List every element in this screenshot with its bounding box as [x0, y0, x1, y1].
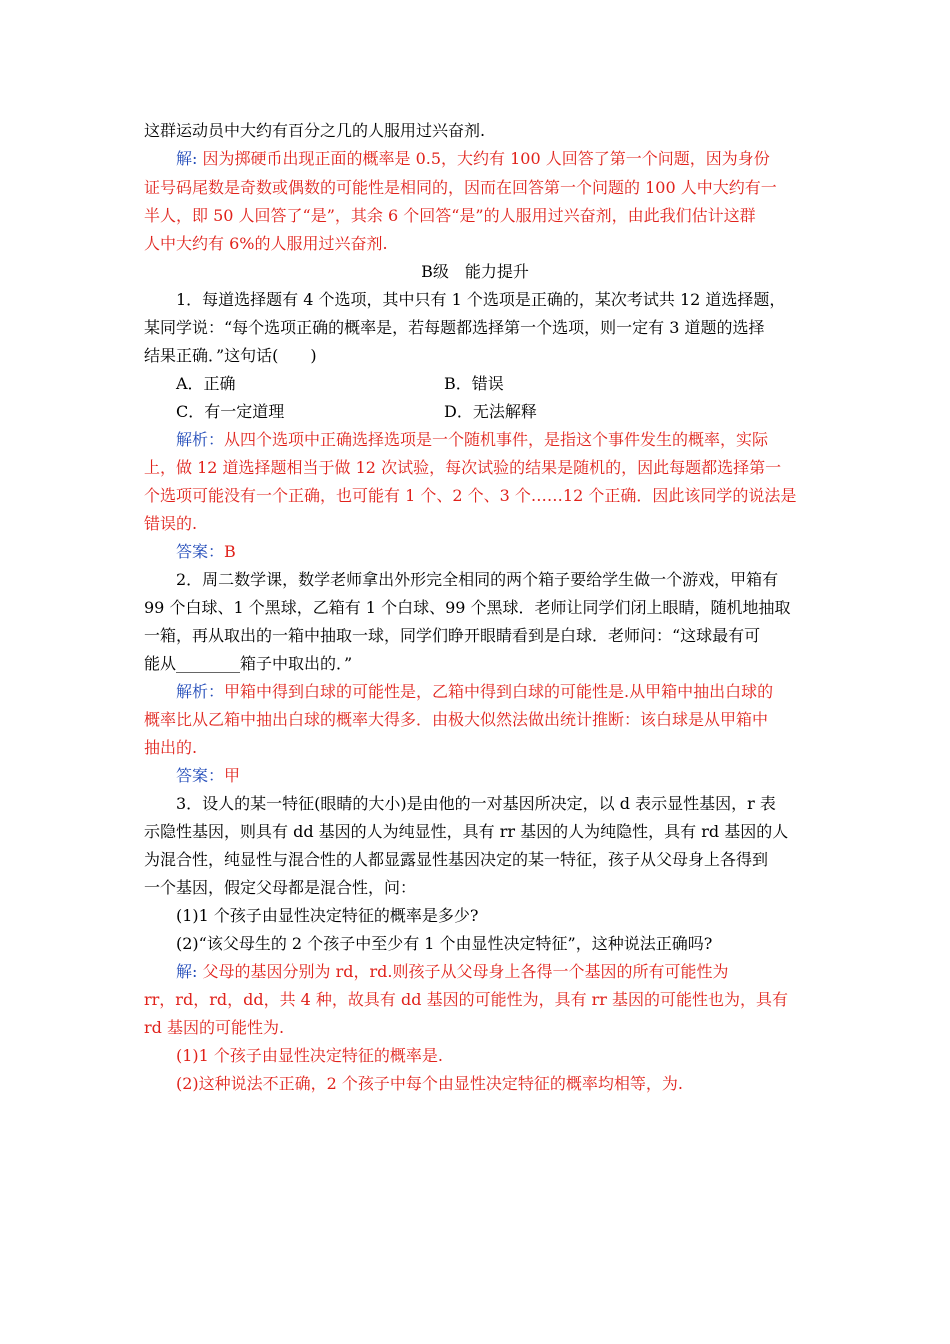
- analysis-1-line: 解析：从四个选项中正确选择选项是一个随机事件，是指这个事件发生的概率，实际: [176, 430, 769, 449]
- question-3-sub-2: (2)“该父母生的 2 个孩子中至少有 1 个由显性决定特征”，这种说法正确吗?: [176, 934, 713, 953]
- question-1-line: 某同学说：“每个选项正确的概率是，若每题都选择第一个选项，则一定有 3 道题的选择: [144, 318, 765, 337]
- question-2-line: 一箱，再从取出的一箱中抽取一球，同学们睁开眼睛看到是白球．老师问：“这球最有可: [144, 626, 761, 645]
- option-b: B．错误: [444, 374, 504, 393]
- question-3-sub-1: (1)1 个孩子由显性决定特征的概率是多少?: [176, 906, 479, 925]
- section-title: B级 能力提升: [421, 262, 529, 281]
- analysis-label: 解析：: [176, 682, 225, 701]
- solution-1-line: 人中大约有 6%的人服用过兴奋剂.: [144, 234, 388, 253]
- intro-text: 这群运动员中大约有百分之几的人服用过兴奋剂.: [144, 121, 486, 140]
- question-3-line: 3．设人的某一特征(眼睛的大小)是由他的一对基因所决定，以 d 表示显性基因，r 表: [176, 794, 776, 813]
- solution-3-line: 解: 父母的基因分别为 rd，rd.则孩子从父母身上各得一个基因的所有可能性为: [176, 962, 729, 981]
- analysis-label: 解析：: [176, 430, 225, 449]
- solution-3-part-2: (2)这种说法不正确，2 个孩子中每个由显性决定特征的概率均相等，为.: [176, 1074, 684, 1093]
- answer-label: 答案：: [176, 766, 225, 785]
- analysis-2-line: 解析：甲箱中得到白球的可能性是，乙箱中得到白球的可能性是.从甲箱中抽出白球的: [176, 682, 774, 701]
- question-3-line: 一个基因，假定父母都是混合性，问：: [144, 878, 417, 897]
- solution-1-line: 解: 因为掷硬币出现正面的概率是 0.5，大约有 100 人回答了第一个问题，因为身份: [176, 149, 770, 168]
- question-3-line: 为混合性，纯显性与混合性的人都显露显性基因决定的某一特征，孩子从父母身上各得到: [144, 850, 769, 869]
- option-c: C．有一定道理: [176, 402, 285, 421]
- analysis-2-line: 抽出的.: [144, 738, 198, 757]
- analysis-1-line: 个选项可能没有一个正确，也可能有 1 个、2 个、3 个……12 个正确．因此该同学的说法是: [144, 486, 797, 505]
- answer-label: 答案：: [176, 542, 225, 561]
- answer-2: 答案：甲: [176, 766, 241, 785]
- option-a: A．正确: [176, 374, 236, 393]
- analysis-2-line: 概率比从乙箱中抽出白球的概率大得多．由极大似然法做出统计推断：该白球是从甲箱中: [144, 710, 769, 729]
- solution-3-line: rr，rd，rd，dd，共 4 种，故具有 dd 基因的可能性为，具有 rr 基因的可能性也为，具有: [144, 990, 789, 1009]
- question-2-line: 能从________箱子中取出的．”: [144, 654, 353, 673]
- solution-3-part-1: (1)1 个孩子由显性决定特征的概率是.: [176, 1046, 444, 1065]
- solution-label: 解:: [176, 962, 198, 981]
- analysis-1-line: 上，做 12 道选择题相当于做 12 次试验，每次试验的结果是随机的，因此每题都选择第一: [144, 458, 782, 477]
- question-2-line: 99 个白球、1 个黑球，乙箱有 1 个白球、99 个黑球．老师让同学们闭上眼睛，随机地抽取: [144, 598, 791, 617]
- answer-1: 答案：B: [176, 542, 236, 561]
- solution-1-line: 证号码尾数是奇数或偶数的可能性是相同的，因而在回答第一个问题的 100 人中大约有一: [144, 178, 777, 197]
- solution-3-line: rd 基因的可能性为.: [144, 1018, 285, 1037]
- solution-1-line: 半人，即 50 人回答了“是”，其余 6 个回答“是”的人服用过兴奋剂，由此我们估计这群: [144, 206, 756, 225]
- option-d: D．无法解释: [444, 402, 537, 421]
- analysis-1-line: 错误的.: [144, 514, 198, 533]
- question-3-line: 示隐性基因，则具有 dd 基因的人为纯显性，具有 rr 基因的人为纯隐性，具有 rd 基因的人: [144, 822, 789, 841]
- solution-label: 解:: [176, 149, 198, 168]
- question-1-line: 结果正确．”这句话( ): [144, 346, 317, 365]
- question-2-line: 2．周二数学课，数学老师拿出外形完全相同的两个箱子要给学生做一个游戏，甲箱有: [176, 570, 779, 589]
- question-1-line: 1．每道选择题有 4 个选项，其中只有 1 个选项是正确的，某次考试共 12 道选择题，: [176, 290, 786, 309]
